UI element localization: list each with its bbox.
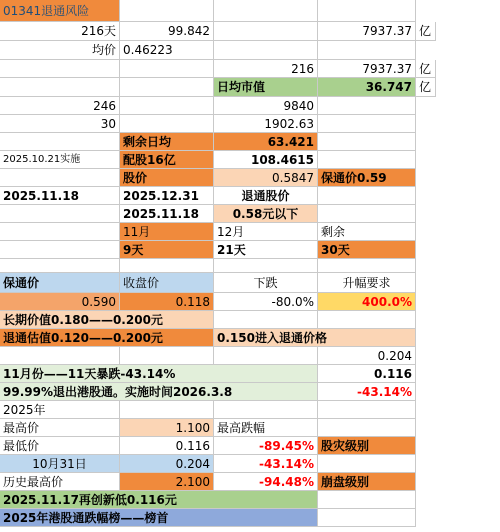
cell[interactable] xyxy=(214,401,318,419)
cell[interactable] xyxy=(0,78,120,97)
cell[interactable] xyxy=(318,419,416,437)
cell[interactable] xyxy=(120,347,214,365)
cell-note[interactable]: 11月份——11天暴跌-43.14% xyxy=(0,365,318,383)
cell[interactable] xyxy=(120,60,214,78)
cell[interactable] xyxy=(318,151,416,169)
cell-label[interactable]: 最高价 xyxy=(0,419,120,437)
cell-value[interactable]: -43.14% xyxy=(318,383,416,401)
cell-label[interactable]: 均价 xyxy=(0,41,120,60)
header-cell[interactable]: 升幅要求 xyxy=(318,273,416,293)
cell-label[interactable]: 股价 xyxy=(120,169,214,187)
cell-value[interactable]: 0.118 xyxy=(120,293,214,311)
cell-month[interactable]: 11月 xyxy=(120,223,214,241)
cell-note[interactable]: 2025年港股通跌幅榜——榜首 xyxy=(0,509,318,527)
cell[interactable] xyxy=(0,169,120,187)
cell-label[interactable]: 最低价 xyxy=(0,437,120,455)
cell-label[interactable]: 股灾级别 xyxy=(318,437,416,455)
cell-date[interactable]: 2025.11.18 xyxy=(120,205,214,223)
cell-date[interactable]: 2025.12.31 xyxy=(120,187,214,205)
cell-label[interactable]: 保通价0.59 xyxy=(318,169,416,187)
cell-value[interactable]: 0.46223 xyxy=(120,41,214,60)
sheet-title-cell[interactable]: 01341退通风险 xyxy=(0,0,120,22)
cell-value[interactable]: 9840 xyxy=(214,97,318,115)
cell[interactable] xyxy=(0,241,120,259)
cell[interactable] xyxy=(0,259,120,273)
cell-note[interactable]: 0.150进入退通价格 xyxy=(214,329,416,347)
cell-value[interactable]: 0.5847 xyxy=(214,169,318,187)
cell-unit[interactable]: 亿 xyxy=(416,60,436,78)
cell[interactable] xyxy=(0,223,120,241)
cell-label[interactable]: 日均市值 xyxy=(214,78,318,97)
cell-value[interactable]: -89.45% xyxy=(214,437,318,455)
cell-unit[interactable]: 亿 xyxy=(416,22,436,41)
cell-label[interactable]: 崩盘级别 xyxy=(318,473,416,491)
cell-value[interactable]: 108.4615 xyxy=(214,151,318,169)
cell-label[interactable]: 历史最高价 xyxy=(0,473,120,491)
cell[interactable] xyxy=(120,97,214,115)
cell-month[interactable]: 12月 xyxy=(214,223,318,241)
cell-value[interactable]: -43.14% xyxy=(214,455,318,473)
cell[interactable] xyxy=(0,205,120,223)
cell-value[interactable]: 400.0% xyxy=(318,293,416,311)
cell[interactable] xyxy=(318,259,416,273)
cell-value[interactable]: 0.116 xyxy=(318,365,416,383)
cell-value[interactable]: -80.0% xyxy=(214,293,318,311)
cell-value[interactable]: 2.100 xyxy=(120,473,214,491)
cell[interactable] xyxy=(318,455,416,473)
cell-value[interactable]: 0.116 xyxy=(120,437,214,455)
cell-value[interactable]: 1.100 xyxy=(120,419,214,437)
cell-days[interactable]: 21天 xyxy=(214,241,318,259)
cell[interactable] xyxy=(120,259,214,273)
cell[interactable] xyxy=(120,115,214,133)
cell-value[interactable]: 7937.37 xyxy=(318,22,416,41)
cell-date[interactable]: 10月31日 xyxy=(0,455,120,473)
cell[interactable] xyxy=(120,401,214,419)
cell-date[interactable]: 2025.11.18 xyxy=(0,187,120,205)
cell[interactable] xyxy=(214,347,318,365)
cell[interactable] xyxy=(318,491,416,509)
cell[interactable] xyxy=(318,115,416,133)
cell[interactable] xyxy=(318,509,416,527)
cell[interactable] xyxy=(318,311,416,329)
cell-value[interactable]: 246 xyxy=(0,97,120,115)
cell-note[interactable]: 2025.11.17再创新低0.116元 xyxy=(0,491,318,509)
cell-label[interactable]: 剩余日均 xyxy=(120,133,214,151)
cell[interactable] xyxy=(318,133,416,151)
cell[interactable] xyxy=(214,259,318,273)
cell-note[interactable]: 退通估值0.120——0.200元 xyxy=(0,329,214,347)
cell-value[interactable]: 36.747 xyxy=(318,78,416,97)
cell-days[interactable]: 30天 xyxy=(318,241,416,259)
cell[interactable] xyxy=(318,41,416,60)
cell-days[interactable]: 216天 xyxy=(0,22,120,41)
header-cell[interactable]: 下跌 xyxy=(214,273,318,293)
cell[interactable] xyxy=(120,78,214,97)
cell[interactable] xyxy=(318,97,416,115)
cell[interactable] xyxy=(318,0,416,22)
cell[interactable] xyxy=(214,311,318,329)
cell[interactable] xyxy=(318,187,416,205)
cell[interactable] xyxy=(0,60,120,78)
cell-unit[interactable]: 亿 xyxy=(416,78,436,97)
cell-value[interactable]: 30 xyxy=(0,115,120,133)
cell-label[interactable]: 剩余 xyxy=(318,223,416,241)
cell-year[interactable]: 2025年 xyxy=(0,401,120,419)
cell-value[interactable]: 216 xyxy=(214,60,318,78)
cell-value[interactable]: 0.590 xyxy=(0,293,120,311)
cell[interactable] xyxy=(120,0,214,22)
cell[interactable] xyxy=(214,0,318,22)
cell-note[interactable]: 长期价值0.180——0.200元 xyxy=(0,311,214,329)
cell[interactable] xyxy=(318,401,416,419)
cell-value[interactable]: -94.48% xyxy=(214,473,318,491)
cell[interactable] xyxy=(214,41,318,60)
cell-value[interactable]: 99.842 xyxy=(120,22,214,41)
header-cell[interactable]: 收盘价 xyxy=(120,273,214,293)
cell[interactable] xyxy=(214,22,318,41)
cell-value[interactable]: 63.421 xyxy=(214,133,318,151)
cell-value[interactable]: 0.58元以下 xyxy=(214,205,318,223)
cell-label[interactable]: 退通股价 xyxy=(214,187,318,205)
cell-value[interactable]: 0.204 xyxy=(318,347,416,365)
cell[interactable] xyxy=(0,133,120,151)
cell[interactable] xyxy=(318,205,416,223)
cell[interactable] xyxy=(0,347,120,365)
cell-value[interactable]: 1902.63 xyxy=(214,115,318,133)
header-cell[interactable]: 保通价 xyxy=(0,273,120,293)
cell-note[interactable]: 99.99%退出港股通。实施时间2026.3.8 xyxy=(0,383,318,401)
cell-value[interactable]: 0.204 xyxy=(120,455,214,473)
cell-date[interactable]: 2025.10.21实施 xyxy=(0,151,120,169)
cell-value[interactable]: 7937.37 xyxy=(318,60,416,78)
cell-label[interactable]: 最高跌幅 xyxy=(214,419,318,437)
cell-label[interactable]: 配股16亿 xyxy=(120,151,214,169)
cell-days[interactable]: 9天 xyxy=(120,241,214,259)
